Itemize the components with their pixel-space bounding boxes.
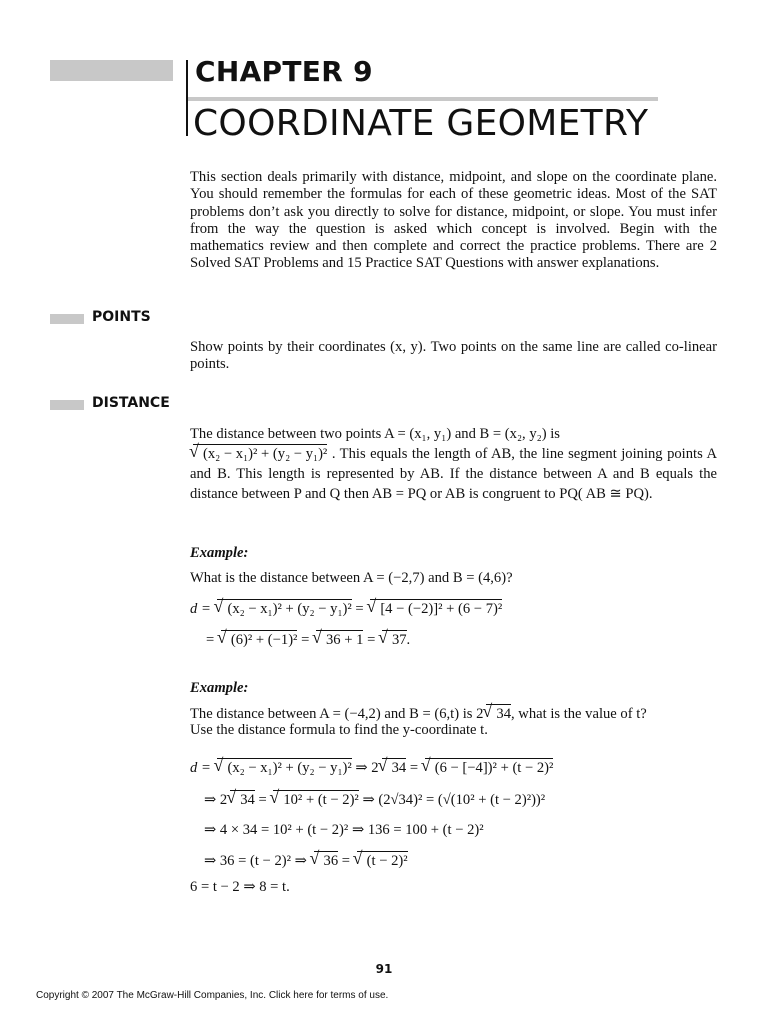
- example-2-line-1: [190, 758, 553, 777]
- section-bar-points: [50, 314, 84, 324]
- distance-text-line1: The distance between two points A = (x₁, y₁) and B = (x₂, y₂) is: [190, 426, 560, 442]
- ex2-l2-eq: =: [258, 792, 267, 808]
- ex1-l2-end: .: [406, 632, 411, 648]
- chapter-title: COORDINATE GEOMETRY: [193, 103, 649, 144]
- ex2-l1-mid: ⇒ 2: [355, 760, 379, 776]
- ex2-l2-root2: √ 10² + (t − 2)²: [273, 790, 358, 809]
- chapter-number: CHAPTER 9: [195, 55, 373, 88]
- ex2-l2-mid: ⇒ (2√34)² = (√(10² + (t − 2)²))²: [362, 792, 546, 808]
- ex2-q-root: √ 34: [486, 704, 511, 723]
- points-paragraph: Show points by their coordinates (x, y). Two points on the same line are called co-linear points.: [190, 339, 717, 373]
- ex2-q-a: The distance between A = (−4,2) and B = (6,t) is 2: [190, 706, 484, 722]
- ex2-l4-root2: √ (t − 2)²: [357, 851, 408, 870]
- example-1-line-1: [190, 599, 502, 618]
- example-2-label: Example:: [190, 680, 249, 696]
- ex1-l2-eq: =: [206, 632, 215, 648]
- distance-text-rest: . This equals the length of AB, the line segment joining points A and B. This length is represented by AB. If the distance between A and B equals the distance between P and Q then AB = PQ or AB is congruent to PQ( AB ≅ PQ).: [190, 446, 717, 502]
- example-2-line-5: 6 = t − 2 ⇒ 8 = t.: [190, 879, 290, 895]
- ex2-l1-root2: √ 34: [382, 758, 407, 777]
- ex2-l1-prefix: d =: [190, 760, 211, 776]
- ex1-l2-root3: √ 37: [382, 630, 407, 649]
- section-bar-distance: [50, 400, 84, 410]
- header-gray-bar: [50, 60, 173, 81]
- ex2-q-b: , what is the value of t?: [511, 706, 647, 722]
- ex1-l2-eq2: =: [301, 632, 310, 648]
- intro-paragraph: This section deals primarily with distance, midpoint, and slope on the coordinate plane. You should remember the formulas for each of these geometric ideas. Most of the SAT problems don’t ask you directly to solve for distance, midpoint, or slope. You must infer from the way the question is asked which concept is involved. Begin with the mathematics review and then complete and correct the practice problems. There are 2 Solved SAT Problems and 15 Practice SAT Questions with answer explanations.: [190, 169, 717, 272]
- ex1-l2-root1: √ (6)² + (−1)²: [221, 630, 298, 649]
- ex1-l2-root2: √ 36 + 1: [316, 630, 363, 649]
- copyright-link[interactable]: Copyright © 2007 The McGraw-Hill Companies, Inc. Click here for terms of use.: [36, 990, 389, 1001]
- distance-formula-root: √ (x₂ − x₁)² + (y₂ − y₁)²: [193, 444, 327, 463]
- ex2-l1-root3: √ (6 − [−4])² + (t − 2)²: [425, 758, 554, 777]
- ex2-l2-prefix: ⇒ 2: [204, 792, 228, 808]
- header-horizontal-rule: [188, 97, 658, 101]
- section-heading-distance: DISTANCE: [92, 395, 170, 411]
- ex1-l2-eq3: =: [367, 632, 376, 648]
- ex1-l1-root1: √ (x₂ − x₁)² + (y₂ − y₁)²: [217, 599, 351, 618]
- ex2-l4-root1: √ 36: [314, 851, 339, 870]
- ex2-l1-root1: √ (x₂ − x₁)² + (y₂ − y₁)²: [217, 758, 351, 777]
- ex1-l1-prefix: d =: [190, 601, 211, 617]
- ex1-l1-eq: =: [355, 601, 364, 617]
- ex2-l4-eq: =: [341, 853, 350, 869]
- example-2-question-line2: Use the distance formula to find the y-coordinate t.: [190, 722, 488, 738]
- ex2-l1-eq: =: [409, 760, 419, 776]
- example-2-question: [190, 704, 647, 723]
- example-2-line-3: ⇒ 4 × 34 = 10² + (t − 2)² ⇒ 136 = 100 + (t − 2)²: [204, 822, 484, 838]
- ex2-l2-root1: √ 34: [230, 790, 255, 809]
- example-2-line-4: [204, 851, 408, 870]
- section-heading-points: POINTS: [92, 309, 151, 325]
- example-1-line-2: [206, 630, 410, 649]
- ex2-l4-prefix: ⇒ 36 = (t − 2)² ⇒: [204, 853, 307, 869]
- page-number: 91: [375, 962, 393, 976]
- example-1-label: Example:: [190, 545, 249, 561]
- distance-paragraph: [190, 424, 717, 504]
- example-1-question: What is the distance between A = (−2,7) and B = (4,6)?: [190, 570, 513, 586]
- example-2-line-2: [204, 790, 545, 809]
- ex1-l1-root2: √ [4 − (−2)]² + (6 − 7)²: [370, 599, 502, 618]
